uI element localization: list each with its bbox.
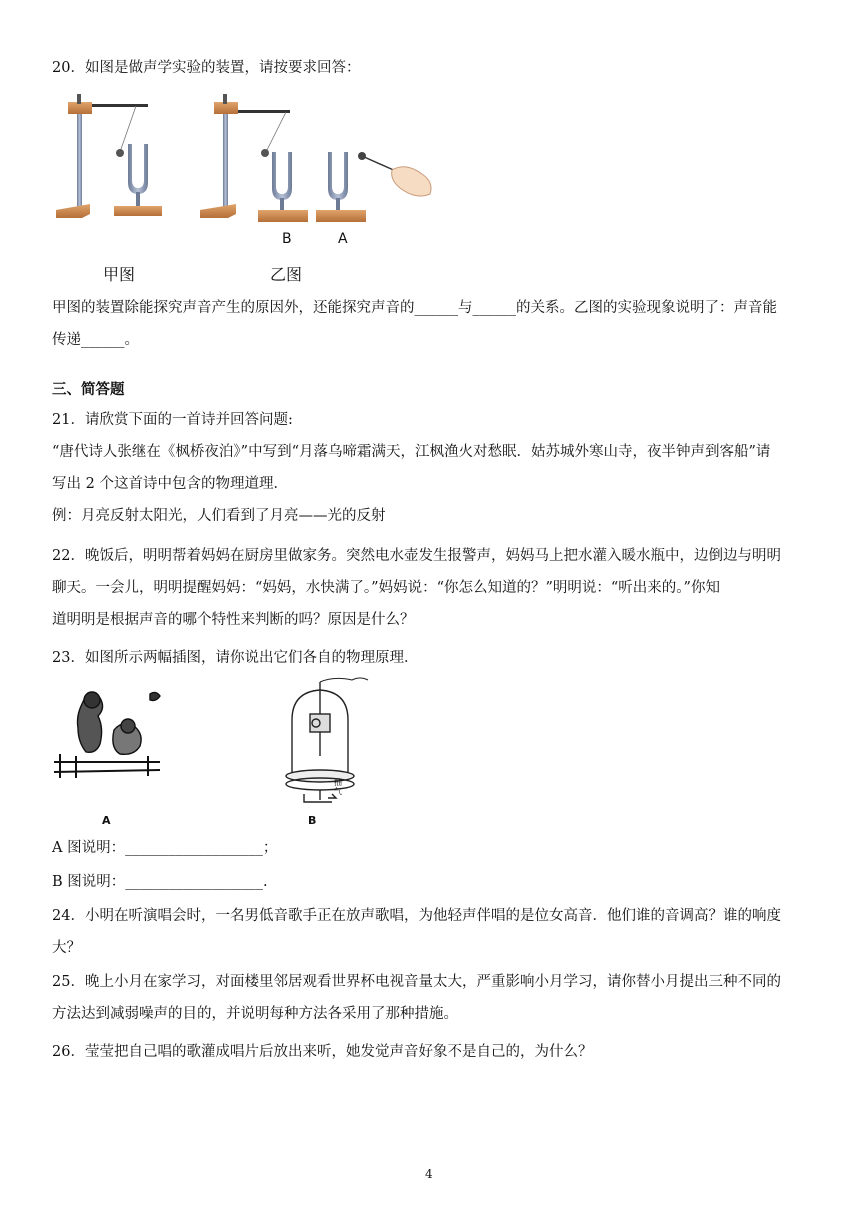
figure-a-label: A bbox=[102, 814, 111, 827]
figure-a-children-listening bbox=[52, 682, 162, 786]
q22-line3: 道明明是根据声音的哪个特性来判断的吗？原因是什么？ bbox=[52, 612, 415, 628]
q20-line2: 传递______。 bbox=[52, 332, 139, 348]
jia-stand bbox=[56, 94, 148, 218]
pump-label: 抽气 bbox=[334, 778, 342, 796]
q24-line2: 大？ bbox=[52, 940, 81, 956]
q21-line2: “唐代诗人张继在《枫桥夜泊》”中写到“月落乌啼霜满天，江枫渔火对愁眠．姑苏城外寒山寺，夜半钟声到客船”请 bbox=[52, 444, 771, 460]
q25-line2: 方法达到减弱噪声的目的，并说明每种方法各采用了那种措施。 bbox=[52, 1006, 458, 1022]
figure-b-label: B bbox=[308, 814, 317, 827]
caption-yi: 乙图 bbox=[270, 265, 303, 284]
tuning-fork-figure bbox=[50, 92, 440, 288]
q23-answer-a: A 图说明：___________________； bbox=[52, 840, 278, 856]
hand-with-mallet bbox=[358, 152, 431, 196]
tuning-fork-b bbox=[258, 152, 308, 222]
q20-stem: 20．如图是做声学实验的装置，请按要求回答： bbox=[52, 60, 361, 76]
q21-line3: 写出 2 个这首诗中包含的物理道理． bbox=[52, 476, 288, 492]
caption-jia: 甲图 bbox=[103, 265, 136, 284]
q24-line1: 24．小明在听演唱会时，一名男低音歌手正在放声歌唱，为他轻声伴唱的是位女高音．他们谁的音调高？谁的响度 bbox=[52, 908, 781, 924]
yi-stand bbox=[200, 94, 290, 218]
q26-line1: 26．莹莹把自己唱的歌灌成唱片后放出来听，她发觉声音好象不是自己的，为什么？ bbox=[52, 1044, 593, 1060]
figure-b-bell-jar bbox=[280, 676, 370, 808]
fork-label-a: A bbox=[338, 231, 348, 247]
fork-label-b: B bbox=[282, 231, 292, 247]
section-heading: 三、简答题 bbox=[52, 381, 125, 398]
tuning-fork-a bbox=[316, 152, 366, 222]
q25-line1: 25．晚上小月在家学习，对面楼里邻居观看世界杯电视音量太大，严重影响小月学习，请你替小月提出三种不同的 bbox=[52, 974, 781, 990]
q23-line1: 23．如图所示两幅插图，请你说出它们各自的物理原理． bbox=[52, 650, 419, 666]
page-number: 4 bbox=[425, 1167, 433, 1181]
q23-answer-b: B 图说明：___________________. bbox=[52, 874, 268, 890]
q22-line2: 聊天。一会儿，明明提醒妈妈：“妈妈，水快满了。”妈妈说：“你怎么知道的？”明明说：“听出来的。”你知 bbox=[52, 580, 720, 596]
q21-example: 例：月亮反射太阳光，人们看到了月亮——光的反射 bbox=[52, 508, 386, 524]
q20-line1: 甲图的装置除能探究声音产生的原因外，还能探究声音的______与______的关系。乙图的实验现象说明了：声音能 bbox=[52, 300, 777, 316]
q22-line1: 22．晚饭后，明明帮着妈妈在厨房里做家务。突然电水壶发生报警声，妈妈马上把水灌入暖水瓶中，边倒边与明明 bbox=[52, 548, 781, 564]
q21-line1: 21．请欣赏下面的一首诗并回答问题: bbox=[52, 412, 293, 428]
